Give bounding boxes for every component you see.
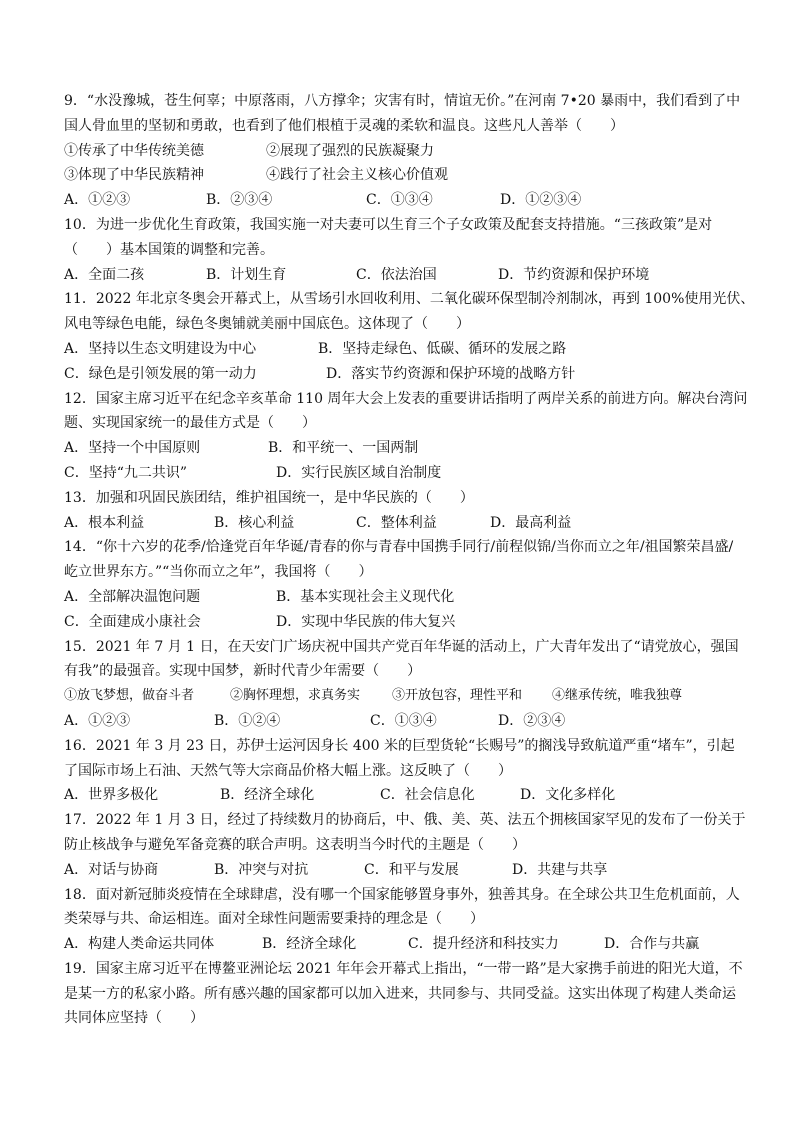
statement: ③开放包容，理性平和 bbox=[392, 688, 523, 704]
option-row bbox=[64, 461, 730, 486]
question-10 bbox=[64, 213, 730, 287]
question-stem-line: 18．面对新冠肺炎疫情在全球肆虐，没有哪一个国家能够置身事外，独善其身。在全球公共卫生危机面前，人 bbox=[64, 886, 740, 903]
option-b: B．计划生育 bbox=[206, 266, 287, 283]
option-c: C．社会信息化 bbox=[380, 787, 475, 804]
option-b: B．经济全球化 bbox=[262, 936, 357, 953]
question-16 bbox=[64, 734, 735, 808]
option-a: A．世界多极化 bbox=[64, 787, 159, 804]
option-c: C．依法治国 bbox=[356, 266, 437, 283]
question-9 bbox=[64, 89, 741, 213]
option-d: D．共建与共享 bbox=[512, 861, 608, 878]
statement: ④继承传统，唯我独尊 bbox=[552, 688, 683, 704]
question-stem-line: 9．“水没豫城，苍生何辜；中原落雨，八方撑伞；灾害有时，情谊无价。”在河南 7•20 暴雨中，我们看到了中 bbox=[64, 93, 741, 109]
option-d: D．合作与共赢 bbox=[604, 936, 700, 953]
question-stem-line: 19．国家主席习近平在博鳌亚洲论坛 2021 年年会开幕式上指出，“一带一路”是大家携手前进的阳光大道，不 bbox=[64, 960, 743, 977]
option-a: A．全面二孩 bbox=[64, 266, 145, 283]
option-b: B．冲突与对抗 bbox=[214, 861, 309, 878]
option-d: D．①②③④ bbox=[500, 192, 582, 209]
option-c: C．整体利益 bbox=[356, 514, 437, 531]
option-row bbox=[64, 188, 730, 213]
question-stem-line: 有我”的最强音。实现中国梦，新时代青少年需要（ ） bbox=[64, 663, 422, 680]
question-stem-line: 13．加强和巩固民族团结，维护祖国统一，是中华民族的（ ） bbox=[64, 489, 474, 506]
statement: ④践行了社会主义核心价值观 bbox=[266, 167, 448, 184]
option-b: B．核心利益 bbox=[214, 514, 295, 531]
option-b: B．经济全球化 bbox=[220, 787, 315, 804]
option-b: B．②③④ bbox=[206, 192, 273, 209]
question-stem-line: 17．2022 年 1 月 3 日，经过了持续数月的协商后，中、俄、美、英、法五个拥核国家罕见的发布了一份关于 bbox=[64, 812, 746, 829]
statement-row bbox=[64, 163, 730, 188]
option-d: D．文化多样化 bbox=[520, 787, 616, 804]
option-row bbox=[64, 783, 730, 808]
question-stem-line: 题、实现国家统一的最佳方式是（ ） bbox=[64, 415, 316, 432]
option-row bbox=[64, 362, 730, 387]
option-a: A．①②③ bbox=[64, 712, 131, 729]
option-c: C．全面建成小康社会 bbox=[64, 613, 201, 630]
option-c: C．①③④ bbox=[370, 712, 437, 729]
option-row bbox=[64, 337, 730, 362]
option-d: D．实行民族区域自治制度 bbox=[276, 464, 442, 481]
option-row bbox=[64, 585, 730, 610]
question-stem-line: 11．2022 年北京冬奥会开幕式上，从雪场引水回收利用、二氧化碳环保型制冷剂制冰，再到 100%使用光伏、 bbox=[64, 291, 755, 308]
statement-row bbox=[64, 684, 730, 709]
option-d: D．实现中华民族的伟大复兴 bbox=[276, 613, 456, 630]
question-stem-line: 14．“你十六岁的花季/恰逢党百年华诞/青春的你与青春中国携手同行/前程似锦/当你而立之年/祖国繁荣昌盛/ bbox=[64, 539, 734, 556]
option-c: C．坚持“九二共识” bbox=[64, 464, 188, 481]
question-stem-line: 12．国家主席习近平在纪念辛亥革命 110 周年大会上发表的重要讲话指明了两岸关系的前进方向。解决台湾问 bbox=[64, 390, 748, 407]
option-row bbox=[64, 436, 730, 461]
option-a: A．构建人类命运共同体 bbox=[64, 936, 215, 953]
option-a: A．全部解决温饱问题 bbox=[64, 588, 201, 605]
option-row bbox=[64, 263, 730, 288]
option-row bbox=[64, 511, 730, 536]
question-stem-line: 15．2021 年 7 月 1 日，在天安门广场庆祝中国共产党百年华诞的活动上，广大青年发出了“请党放心，强国 bbox=[64, 638, 739, 655]
option-row bbox=[64, 610, 730, 635]
statement: ②胸怀理想，求真务实 bbox=[230, 688, 361, 704]
option-row bbox=[64, 858, 730, 883]
option-d: D．节约资源和保护环境 bbox=[498, 266, 650, 283]
question-stem-line: 是某一方的私家小路。所有感兴趣的国家都可以加入进来，共同参与、共同受益。这实出体现了构建人类命运 bbox=[64, 985, 736, 1002]
question-19 bbox=[64, 957, 743, 1031]
option-a: A．对话与协商 bbox=[64, 861, 159, 878]
question-stem-line: （ ）基本国策的调整和完善。 bbox=[64, 241, 274, 258]
question-12 bbox=[64, 387, 748, 486]
option-b: B．①②④ bbox=[214, 712, 281, 729]
question-stem-line: 屹立世界东方。”“当你而立之年”，我国将（ ） bbox=[64, 564, 373, 581]
question-18 bbox=[64, 883, 740, 957]
question-15 bbox=[64, 635, 739, 734]
option-d: D．最高利益 bbox=[490, 514, 572, 531]
question-stem-line: 国人骨血里的坚韧和勇敢，也看到了他们根植于灵魂的柔软和温良。这些凡人善举（ ） bbox=[64, 117, 624, 134]
question-stem-line: 风电等绿色电能，绿色冬奥铺就美丽中国底色。这体现了（ ） bbox=[64, 316, 470, 333]
statement: ③体现了中华民族精神 bbox=[64, 167, 204, 184]
option-a: A．①②③ bbox=[64, 192, 131, 209]
question-stem-line: 10．为进一步优化生育政策，我国实施一对夫妻可以生育三个子女政策及配套支持措施。“三孩政策”是对 bbox=[64, 216, 713, 233]
question-stem-line: 防止核战争与避免军备竞赛的联合声明。这表明当今时代的主题是（ ） bbox=[64, 836, 526, 853]
option-d: D．落实节约资源和保护环境的战略方针 bbox=[326, 365, 576, 382]
question-stem-line: 类荣辱与共、命运相连。面对全球性问题需要秉持的理念是（ ） bbox=[64, 911, 484, 928]
question-11 bbox=[64, 287, 755, 386]
question-13 bbox=[64, 486, 730, 536]
option-c: C．绿色是引领发展的第一动力 bbox=[64, 365, 257, 382]
statement: ①传承了中华传统美德 bbox=[64, 142, 204, 159]
statement: ①放飞梦想，做奋斗者 bbox=[64, 688, 195, 704]
option-row bbox=[64, 709, 730, 734]
statement: ②展现了强烈的民族凝聚力 bbox=[266, 142, 434, 159]
option-c: C．和平与发展 bbox=[364, 861, 459, 878]
option-a: A．坚持以生态文明建设为中心 bbox=[64, 340, 257, 357]
question-stem-line: 共同体应坚持（ ） bbox=[64, 1010, 204, 1027]
option-b: B．坚持走绿色、低碳、循环的发展之路 bbox=[318, 340, 567, 357]
option-a: A．坚持一个中国原则 bbox=[64, 440, 201, 457]
question-stem-line: 16．2021 年 3 月 23 日，苏伊士运河因身长 400 米的巨型货轮“长赐号”的搁浅导致航道严重“堵车”，引起 bbox=[64, 737, 735, 754]
statement-row bbox=[64, 139, 730, 164]
question-list bbox=[64, 89, 755, 1031]
option-c: C．①③④ bbox=[366, 192, 433, 209]
option-c: C．提升经济和科技实力 bbox=[408, 936, 559, 953]
option-b: B．基本实现社会主义现代化 bbox=[276, 588, 455, 605]
option-row bbox=[64, 932, 730, 957]
question-17 bbox=[64, 808, 746, 882]
question-stem-line: 了国际市场上石油、天然气等大宗商品价格大幅上涨。这反映了（ ） bbox=[64, 762, 512, 779]
option-b: B．和平统一、一国两制 bbox=[268, 440, 419, 457]
option-a: A．根本利益 bbox=[64, 514, 145, 531]
question-14 bbox=[64, 535, 734, 634]
option-d: D．②③④ bbox=[498, 712, 566, 729]
